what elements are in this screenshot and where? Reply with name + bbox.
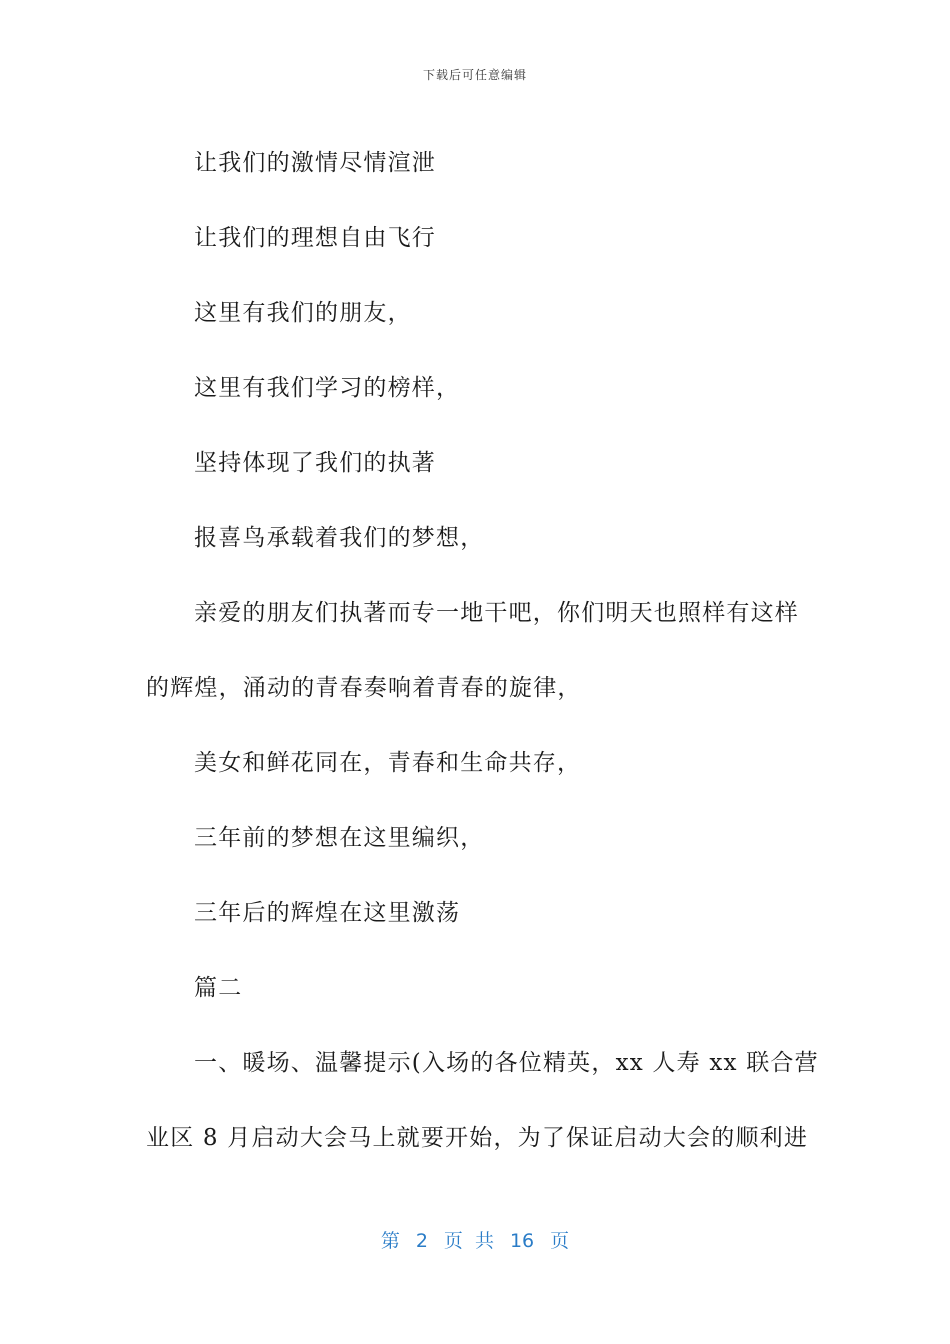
footer-prefix: 第 [380, 1230, 400, 1252]
footer-suffix: 页 [550, 1230, 570, 1252]
paragraph-line: 一、暖场、温馨提示(入场的各位精英，xx 人寿 xx 联合营 [194, 1050, 819, 1076]
paragraph-line: 报喜鸟承载着我们的梦想， [194, 525, 485, 551]
paragraph-line: 三年后的辉煌在这里激荡 [194, 900, 461, 926]
paragraph-line: 这里有我们的朋友， [194, 300, 412, 326]
paragraph-line: 坚持体现了我们的执著 [194, 450, 436, 476]
footer-middle: 页 共 [443, 1230, 494, 1252]
current-page-number: 2 [415, 1230, 428, 1252]
paragraph-line: 三年前的梦想在这里编织， [194, 825, 485, 851]
paragraph-line: 让我们的理想自由飞行 [194, 225, 436, 251]
paragraph-line-continued: 的辉煌，涌动的青春奏响着青春的旋律， [146, 675, 582, 701]
page-header: 下载后可任意编辑 [422, 68, 527, 82]
paragraph-line: 美女和鲜花同在，青春和生命共存， [194, 750, 582, 776]
page-footer [0, 1226, 950, 1253]
document-body [146, 126, 819, 1176]
paragraph-line: 亲爱的朋友们执著而专一地干吧，你们明天也照样有这样 [194, 600, 799, 626]
paragraph-line-continued: 业区 8 月启动大会马上就要开始，为了保证启动大会的顺利进 [146, 1125, 809, 1151]
paragraph-line: 让我们的激情尽情渲泄 [194, 150, 436, 176]
section-heading: 篇二 [194, 975, 243, 1001]
total-pages-number: 16 [509, 1230, 535, 1252]
paragraph-line: 这里有我们学习的榜样， [194, 375, 461, 401]
